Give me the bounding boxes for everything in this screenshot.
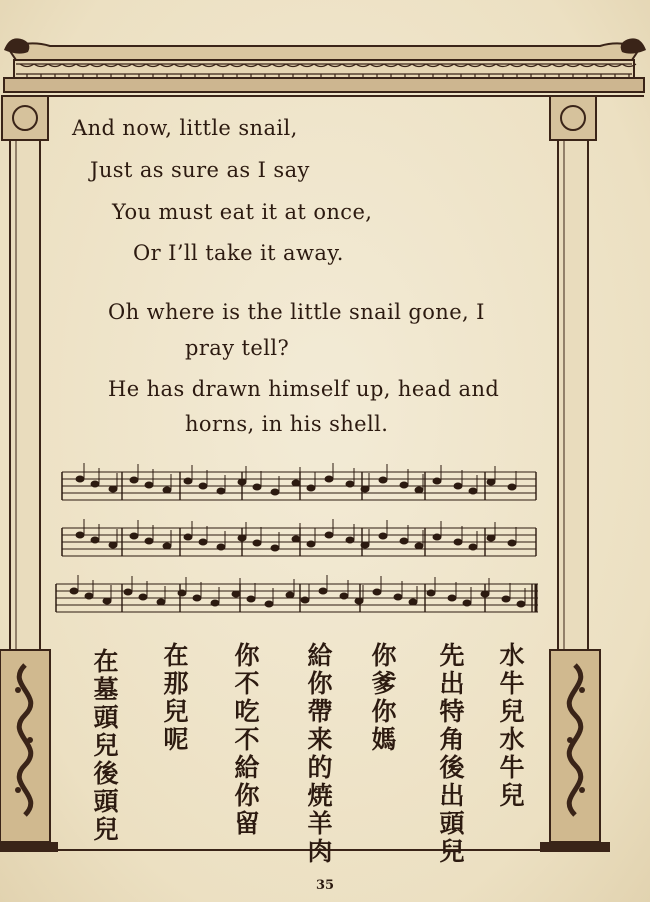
note-head — [70, 588, 78, 594]
note-head — [253, 540, 261, 546]
note-head — [319, 588, 327, 594]
note-head — [124, 589, 132, 595]
note-head — [184, 478, 192, 484]
note-head — [76, 532, 84, 538]
note-head — [454, 539, 462, 545]
note-head — [373, 589, 381, 595]
note-head — [346, 537, 354, 543]
note-head — [217, 488, 225, 494]
note-head — [199, 539, 207, 545]
note-head — [217, 544, 225, 550]
note-head — [448, 595, 456, 601]
note-head — [178, 590, 186, 596]
note-head — [502, 596, 510, 602]
note-head — [157, 599, 165, 605]
note-head — [247, 596, 255, 602]
note-head — [409, 599, 417, 605]
note-head — [454, 483, 462, 489]
chinese-column-3: 你爹你媽 — [368, 642, 397, 754]
note-head — [145, 482, 153, 488]
note-head — [91, 481, 99, 487]
note-head — [307, 541, 315, 547]
note-head — [427, 590, 435, 596]
note-head — [265, 601, 273, 607]
stanza1-line-1: And now, little snail, — [72, 116, 298, 140]
note-head — [238, 479, 246, 485]
note-head — [481, 591, 489, 597]
note-head — [193, 595, 201, 601]
stanza2-line-1: Oh where is the little snail gone, I — [108, 300, 485, 324]
note-head — [163, 487, 171, 493]
note-head — [211, 600, 219, 606]
note-head — [394, 594, 402, 600]
note-head — [487, 535, 495, 541]
note-head — [325, 476, 333, 482]
note-head — [487, 479, 495, 485]
page-number: 35 — [315, 878, 335, 893]
note-head — [508, 540, 516, 546]
note-head — [517, 601, 525, 607]
note-head — [238, 535, 246, 541]
note-head — [433, 478, 441, 484]
stanza1-line-3: You must eat it at once, — [112, 200, 373, 224]
note-head — [76, 476, 84, 482]
note-head — [271, 545, 279, 551]
note-head — [307, 485, 315, 491]
note-head — [271, 489, 279, 495]
note-head — [379, 477, 387, 483]
note-head — [91, 537, 99, 543]
note-head — [199, 483, 207, 489]
note-head — [109, 542, 117, 548]
note-head — [415, 487, 423, 493]
note-head — [469, 488, 477, 494]
note-head — [163, 543, 171, 549]
stanza2-line-2: pray tell? — [185, 336, 290, 360]
note-head — [292, 480, 300, 486]
note-head — [379, 533, 387, 539]
note-head — [85, 593, 93, 599]
chinese-column-1: 水牛兒水牛兒 — [496, 642, 525, 810]
note-head — [184, 534, 192, 540]
note-head — [139, 594, 147, 600]
note-head — [361, 486, 369, 492]
stanza2-line-3: He has drawn himself up, head and — [108, 377, 500, 401]
note-head — [130, 533, 138, 539]
note-head — [400, 538, 408, 544]
chinese-column-5: 你不吃不給你留 — [231, 642, 260, 838]
note-head — [463, 600, 471, 606]
chinese-column-4: 給你帶来的焼羊肉 — [304, 642, 333, 866]
note-head — [355, 598, 363, 604]
note-head — [232, 591, 240, 597]
stanza1-line-4: Or I’ll take it away. — [133, 241, 344, 265]
note-head — [415, 543, 423, 549]
chinese-column-6: 在那兒呢 — [160, 642, 189, 754]
note-head — [103, 598, 111, 604]
note-head — [508, 484, 516, 490]
note-head — [361, 542, 369, 548]
note-head — [301, 597, 309, 603]
note-head — [109, 486, 117, 492]
note-head — [400, 482, 408, 488]
note-head — [145, 538, 153, 544]
chinese-column-7: 在墓頭兒後頭兒 — [90, 648, 119, 844]
note-head — [292, 536, 300, 542]
note-head — [325, 532, 333, 538]
stanza2-line-4: horns, in his shell. — [185, 412, 389, 436]
note-head — [469, 544, 477, 550]
note-head — [346, 481, 354, 487]
note-head — [130, 477, 138, 483]
chinese-column-2: 先出特角後出頭兒 — [436, 642, 465, 866]
stanza1-line-2: Just as sure as I say — [90, 158, 310, 182]
note-head — [253, 484, 261, 490]
note-head — [286, 592, 294, 598]
note-head — [433, 534, 441, 540]
note-head — [340, 593, 348, 599]
